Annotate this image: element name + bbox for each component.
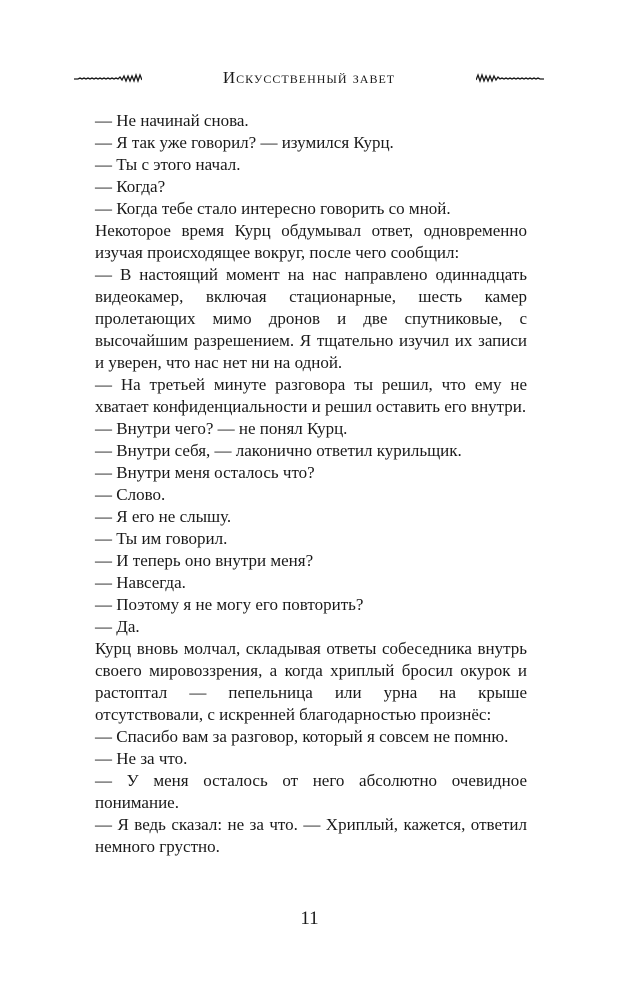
narration-paragraph: Курц вновь молчал, складывая ответы собеседника внутрь своего мировоззрения, а когда хриплый бросил окурок и растоптал — пепельница или урна на крыше отсутствовали, с искренней благодарностью произнёс: — [95, 639, 527, 724]
dialogue-line: — Ты им говорил. — [95, 529, 228, 548]
dialogue-line: — Я его не слышу. — [95, 507, 232, 526]
dialogue-line: — Не начинай снова. — [95, 111, 249, 130]
dialogue-line: — Когда тебе стало интересно говорить со мной. — [95, 199, 451, 218]
running-title: Искусственный завет — [222, 68, 396, 87]
dialogue-line: — Внутри чего? — не понял Курц. — [95, 419, 348, 438]
dialogue-line: — Слово. — [95, 485, 166, 504]
left-ornament-icon — [74, 73, 142, 83]
dialogue-line: — Ты с этого начал. — [95, 155, 241, 174]
page-number: 11 — [300, 908, 319, 929]
dialogue-line: — У меня осталось от него абсолютно очевидное понимание. — [95, 771, 527, 812]
dialogue-line: — Я ведь сказал: не за что. — Хриплый, кажется, ответил немного грустно. — [95, 815, 527, 856]
narration-paragraph: Некоторое время Курц обдумывал ответ, одновременно изучая происходящее вокруг, после чего сообщил: — [95, 221, 527, 262]
dialogue-line: — Не за что. — [95, 749, 188, 768]
dialogue-line: — Я так уже говорил? — изумился Курц. — [95, 133, 394, 152]
dialogue-line: — Внутри себя, — лаконично ответил курильщик. — [95, 441, 462, 460]
dialogue-line: — Внутри меня осталось что? — [95, 463, 315, 482]
dialogue-line: — В настоящий момент на нас направлено одиннадцать видеокамер, включая стационарные, шесть камер пролетающих мимо дронов и две спутниковые, с высочайшим разрешением. Я тщательно изучил их записи и уверен, что нас нет ни на одной. — [95, 265, 527, 372]
dialogue-line: — Когда? — [95, 177, 166, 196]
body-text — [95, 110, 527, 858]
running-head — [74, 66, 544, 90]
dialogue-line: — Спасибо вам за разговор, который я совсем не помню. — [95, 727, 509, 746]
dialogue-line: — И теперь оно внутри меня? — [95, 551, 314, 570]
dialogue-line: — Навсегда. — [95, 573, 186, 592]
dialogue-line: — Да. — [95, 617, 140, 636]
dialogue-line: — Поэтому я не могу его повторить? — [95, 595, 364, 614]
right-ornament-icon — [476, 73, 544, 83]
dialogue-line: — На третьей минуте разговора ты решил, что ему не хватает конфиденциальности и решил оставить его внутри. — [95, 375, 527, 416]
